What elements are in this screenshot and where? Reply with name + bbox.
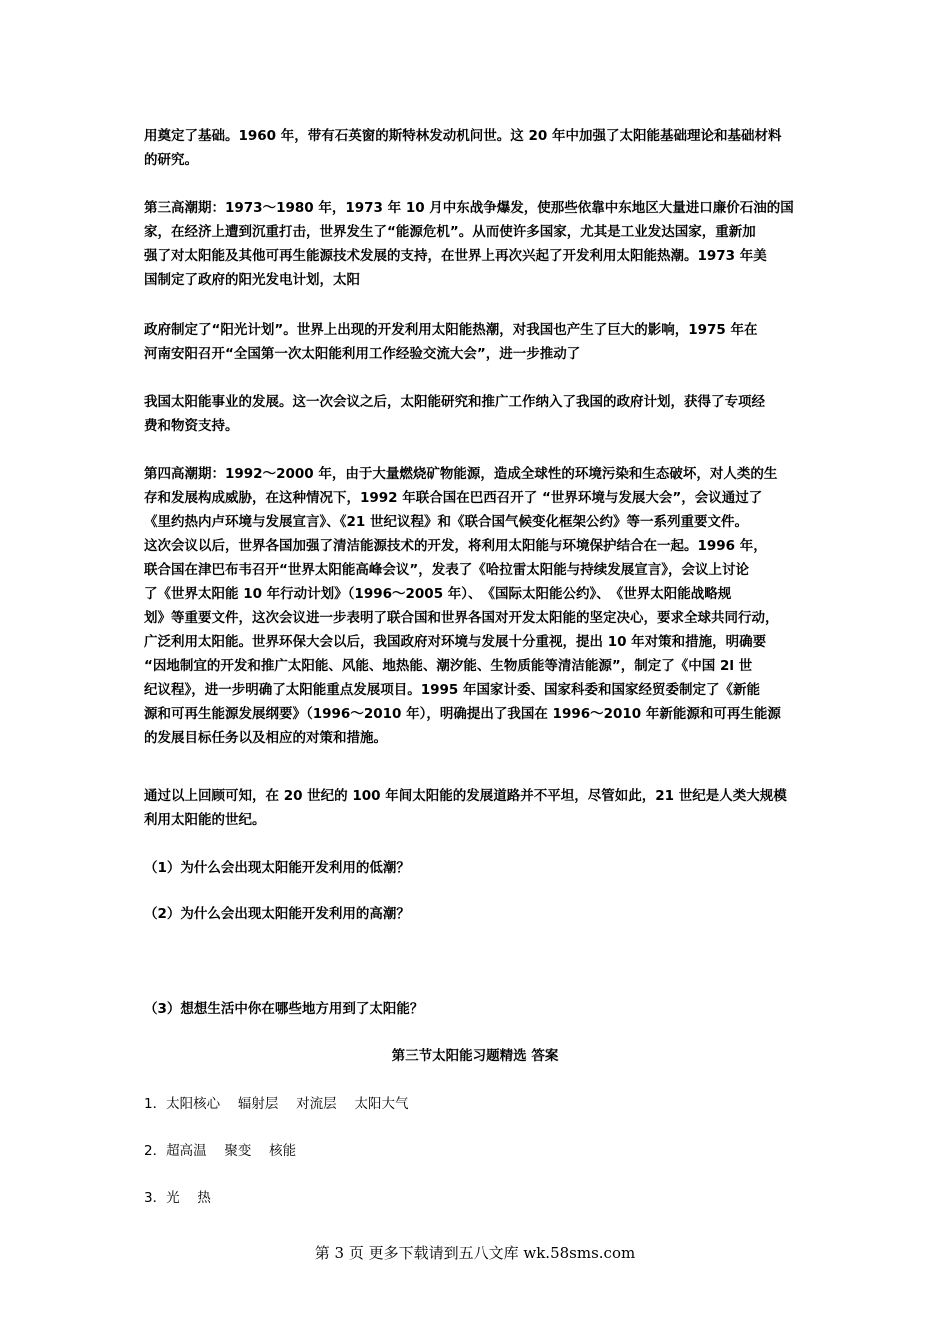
paragraph-line: 我国太阳能事业的发展。这一次会议之后，太阳能研究和推广工作纳入了我国的政府计划，获得了专项经 — [144, 394, 765, 410]
paragraph-foundation — [144, 124, 816, 172]
answer-3: 3．光 热 — [144, 1190, 211, 1206]
paragraph-line: 了《世界太阳能 10 年行动计划》（1996～2005 年）、 《国际太阳能公约》、 《世界太阳能战略规 — [144, 586, 732, 602]
paragraph-line: 的研究。 — [144, 152, 198, 168]
answer-1: 1．太阳核心 辐射层 对流层 太阳大气 — [144, 1096, 409, 1112]
paragraph-fourth-peak — [144, 462, 816, 750]
paragraph-line: 这次会议以后，世界各国加强了清洁能源技术的开发，将利用太阳能与环境保护结合在一起。1996 年， — [144, 538, 767, 554]
paragraph-line: 用奠定了基础。1960 年，带有石英窗的斯特林发动机问世。这 20 年中加强了太阳能基础理论和基础材料 — [144, 128, 782, 144]
answer-2: 2．超高温 聚变 核能 — [144, 1143, 297, 1159]
paragraph-line: 国制定了政府的阳光发电计划，太阳 — [144, 272, 360, 288]
paragraph-conclusion — [144, 784, 816, 832]
paragraph-line: 划》等重要文件，这次会议进一步表明了联合国和世界各国对开发太阳能的坚定决心，要求全球共同行动， — [144, 610, 779, 626]
paragraph-line: 联合国在津巴布韦召开“世界太阳能高峰会议”，发表了《哈拉雷太阳能与持续发展宣言》，会议上讨论 — [144, 562, 749, 578]
paragraph-line: 利用太阳能的世纪。 — [144, 812, 266, 828]
paragraph-line: 河南安阳召开“全国第一次太阳能利用工作经验交流大会”，进一步推动了 — [144, 346, 581, 362]
question-3: （3）想想生活中你在哪些地方用到了太阳能？ — [144, 1001, 424, 1017]
paragraph-sunshine-plan — [144, 318, 816, 366]
paragraph-line: 费和物资支持。 — [144, 418, 239, 434]
question-1: （1）为什么会出现太阳能开发利用的低潮？ — [144, 860, 410, 876]
answer-heading: 第三节太阳能习题精选 答案 — [391, 1048, 559, 1064]
paragraph-line: “因地制宜的开发和推广太阳能、风能、地热能、潮汐能、生物质能等清洁能源”，制定了《中国 2l 世 — [144, 658, 753, 674]
question-2: （2）为什么会出现太阳能开发利用的高潮？ — [144, 906, 410, 922]
paragraph-line: 政府制定了“阳光计划”。世界上出现的开发利用太阳能热潮，对我国也产生了巨大的影响，1975 年在 — [144, 322, 758, 338]
page-footer: 第 3 页 更多下载请到五八文库 wk.58sms.com — [314, 1244, 636, 1262]
paragraph-line: 《里约热内卢环境与发展宣言》、《21 世纪议程》和《联合国气候变化框架公约》等一系列重要文件。 — [144, 514, 748, 530]
paragraph-line: 第四高潮期：1992～2000 年，由于大量燃烧矿物能源，造成全球性的环境污染和生态破坏，对人类的生 — [144, 466, 778, 482]
paragraph-china-development — [144, 390, 816, 438]
paragraph-line: 强了对太阳能及其他可再生能源技术发展的支持，在世界上再次兴起了开发利用太阳能热潮。1973 年美 — [144, 248, 767, 264]
paragraph-third-peak — [144, 196, 816, 292]
paragraph-line: 存和发展构成威胁，在这种情况下，1992 年联合国在巴西召开了 “世界环境与发展大会”，会议通过了 — [144, 490, 763, 506]
paragraph-line: 源和可再生能源发展纲要》（1996～2010 年），明确提出了我国在 1996～2010 年新能源和可再生能源 — [144, 706, 781, 722]
paragraph-line: 通过以上回顾可知，在 20 世纪的 100 年间太阳能的发展道路并不平坦，尽管如此，21 世纪是人类大规模 — [144, 788, 787, 804]
paragraph-line: 纪议程》，进一步明确了太阳能重点发展项目。1995 年国家计委、国家科委和国家经贸委制定了《新能 — [144, 682, 761, 698]
paragraph-line: 广泛利用太阳能。世界环保大会以后，我国政府对环境与发展十分重视，提出 10 年对策和措施，明确要 — [144, 634, 767, 650]
paragraph-line: 的发展目标任务以及相应的对策和措施。 — [144, 730, 387, 746]
paragraph-line: 家，在经济上遭到沉重打击，世界发生了“能源危机”。从而使许多国家，尤其是工业发达国家，重新加 — [144, 224, 756, 240]
paragraph-line: 第三高潮期：1973～1980 年，1973 年 10 月中东战争爆发，使那些依靠中东地区大量进口廉价石油的国 — [144, 200, 794, 216]
